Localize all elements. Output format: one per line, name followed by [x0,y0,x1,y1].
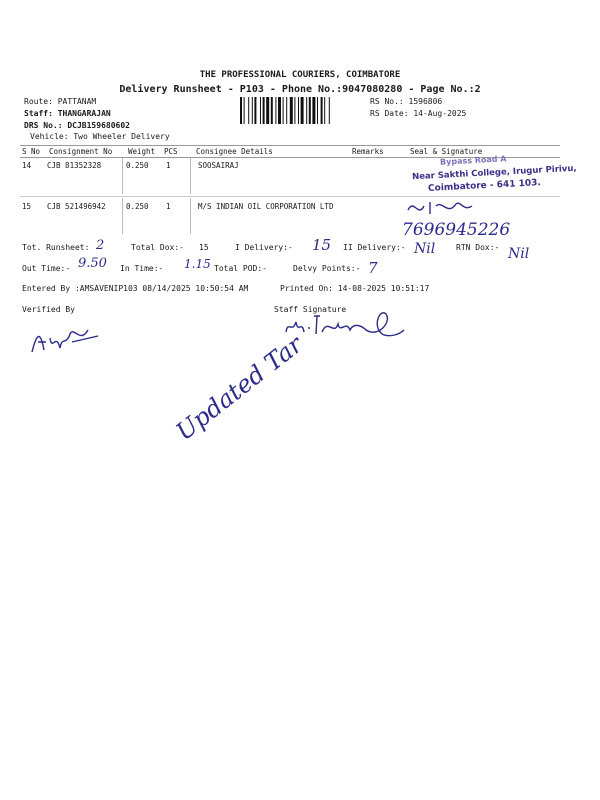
verifier-signature-icon [28,322,108,358]
tot-runsheet-label: Tot. Runsheet: [22,243,90,252]
updated-note: Updated Tar [170,330,308,446]
total-dox-label: Total Dox:- [131,243,184,252]
col-consignee: Consignee Details [196,147,273,156]
total-pod-label: Total POD:- [214,264,267,273]
i-delivery-value: 15 [312,236,332,254]
stamp-line-1: Bypass Road A [439,154,507,167]
row-consignee: M/S INDIAN OIL CORPORATION LTD [198,202,334,211]
rs-date: RS Date: 14-Aug-2025 [370,109,467,118]
entered-by: Entered By :AMSAVENIP103 08/14/2025 10:50:54 AM [22,284,249,293]
col-remarks: Remarks [352,147,384,156]
row-sno: 15 [22,202,32,211]
out-time-label: Out Time:- [22,264,71,273]
row-sno: 14 [22,161,32,170]
cell-divider [122,158,123,194]
printed-on: Printed On: 14-08-2025 10:51:17 [280,284,430,293]
col-sno: S No [22,147,41,156]
stamp-line-2: Near Sakthi College, Irugur Pirivu, [411,163,577,183]
cell-divider [190,198,191,234]
in-time-label: In Time:- [120,264,164,273]
col-seal-signature: Seal & Signature [410,147,483,156]
total-dox-value: 15 [199,243,209,252]
ii-delivery-label: II Delivery:- [343,243,406,252]
staff-signature-icon [282,308,410,340]
in-time-value: 1.15 [184,257,211,271]
staff-signature-label: Staff Signature [274,305,347,314]
tot-runsheet-value: 2 [96,238,105,253]
col-consignment: Consignment No [49,147,113,156]
barcode [240,97,366,124]
delvy-points-label: Delvy Points:- [293,264,361,273]
ii-delivery-value: Nil [414,241,436,257]
rtn-dox-label: RTN Dox:- [456,243,500,252]
row-pcs: 1 [166,202,171,211]
col-pcs: PCS [164,147,178,156]
runsheet-subtitle: Delivery Runsheet - P103 - Phone No.:9047080280 - Page No.:2 [119,84,481,95]
row-weight: 0.250 [126,202,149,211]
row-weight: 0.250 [126,161,149,170]
company-title: THE PROFESSIONAL COURIERS, COIMBATORE [199,70,401,80]
verified-by-label: Verified By [22,305,75,314]
col-weight: Weight [128,147,156,156]
row-consignee: SOOSAIRAJ [198,161,239,170]
cell-divider [122,198,123,234]
staff-label: Staff: THANGARAJAN [24,109,111,118]
out-time-value: 9.50 [78,256,107,271]
row-consignment: CJB 81352328 [47,161,102,170]
vehicle-label: Vehicle: Two Wheeler Delivery [30,132,170,141]
row-consignment: CJB 521496942 [47,202,106,211]
cell-divider [190,158,191,194]
delvy-points-value: 7 [368,259,378,277]
rs-number: RS No.: 1596806 [370,97,443,106]
row-pcs: 1 [166,161,171,170]
rtn-dox-value: Nil [508,246,530,262]
phone-handwritten: 7696945226 [402,220,511,240]
i-delivery-label: I Delivery:- [235,243,293,252]
route-label: Route: PATTANAM [24,97,97,106]
stamp-line-3: Coimbatore - 641 103. [427,178,542,194]
recipient-signature-icon [400,196,480,220]
drs-number: DRS No.: DCJB159680602 [24,121,130,130]
